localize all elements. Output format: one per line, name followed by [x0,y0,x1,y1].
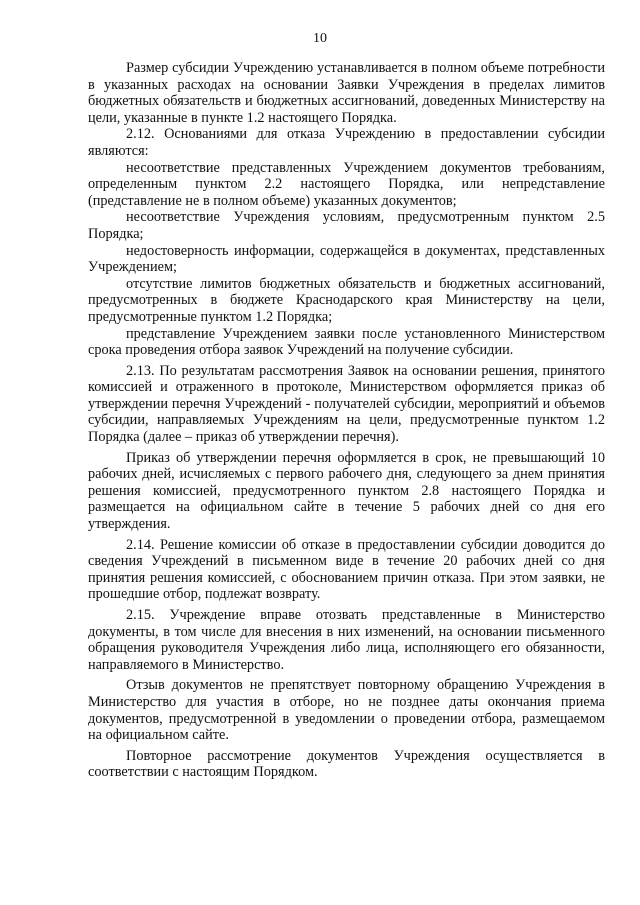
paragraph-subsidy-amount: Размер субсидии Учреждению устанавливается в полном объеме потребности в указанных расходах на основании Заявки Учреждения в пределах лимитов бюджетных обязательств и бюджетных ассигнований, доведенных Министерству на цели, указанные в пункте 1.2 настоящего Порядка. [88,60,605,126]
paragraph-repeated-review: Повторное рассмотрение документов Учреждения осуществляется в соответствии с настоящим Порядком. [88,747,605,781]
paragraph-order-deadline: Приказ об утверждении перечня оформляется в срок, не превышающий 10 рабочих дней, исчисляемых с первого рабочего дня, следующего за днем принятия решения комиссией, предусмотренного пунктом 2.8 настоящего Порядка и размещается на официальном сайте в течение 5 рабочих дней со дня его утверждения. [88,449,605,533]
paragraph-withdrawal-reapply: Отзыв документов не препятствует повторному обращению Учреждения в Министерство для участия в отборе, но не позднее даты окончания приема документов, предусмотренной в уведомлении о проведении отбора, размещаемом на официальном сайте. [88,677,605,744]
list-item-late-application: представление Учреждением заявки после установленного Министерством срока проведения отбора заявок Учреждений на получение субсидии. [88,325,605,359]
paragraph-2-13-review-results: 2.13. По результатам рассмотрения Заявок на основании решения, принятого комиссией и отраженного в протоколе, Министерством оформляется приказ об утверждении перечня Учреждений - получателей субсидии, мероприятий и объемов субсидии, направляемых Учреждениям на цели, предусмотренные пунктом 1.2 Порядка (далее – приказ об утверждении перечня). [88,362,605,446]
paragraph-2-15-withdrawal: 2.15. Учреждение вправе отозвать представленные в Министерство документы, в том числе для внесения в них изменений, на основании письменного обращения руководителя Учреждения либо лица, исполняющего его обязанности, направляемого в Министерство. [88,607,605,673]
paragraph-2-14-refusal-notice: 2.14. Решение комиссии об отказе в предоставлении субсидии доводится до сведения Учреждений в письменном виде в течение 20 рабочих дней со дня принятия решения комиссией, с обоснованием причин отказа. При этом заявки, не прошедшие отбор, подлежат возврату. [88,536,605,603]
document-body [88,60,605,785]
list-item-unreliable-information: недостоверность информации, содержащейся в документах, представленных Учреждением; [88,242,605,276]
page-number: 10 [313,31,327,46]
list-item-no-budget-limits: отсутствие лимитов бюджетных обязательств и бюджетных ассигнований, предусмотренных в бюджете Краснодарского края Министерству на цели, предусмотренные пунктом 1.2 Порядка; [88,275,605,325]
list-item-documents-mismatch: несоответствие представленных Учреждением документов требованиям, определенным пунктом 2.2 настоящего Порядка, или непредставление (представление не в полном объеме) указанных документов; [88,159,605,209]
list-item-conditions-mismatch: несоответствие Учреждения условиям, предусмотренным пунктом 2.5 Порядка; [88,209,605,242]
paragraph-2-12-refusal-grounds: 2.12. Основаниями для отказа Учреждению в предоставлении субсидии являются: [88,126,605,159]
